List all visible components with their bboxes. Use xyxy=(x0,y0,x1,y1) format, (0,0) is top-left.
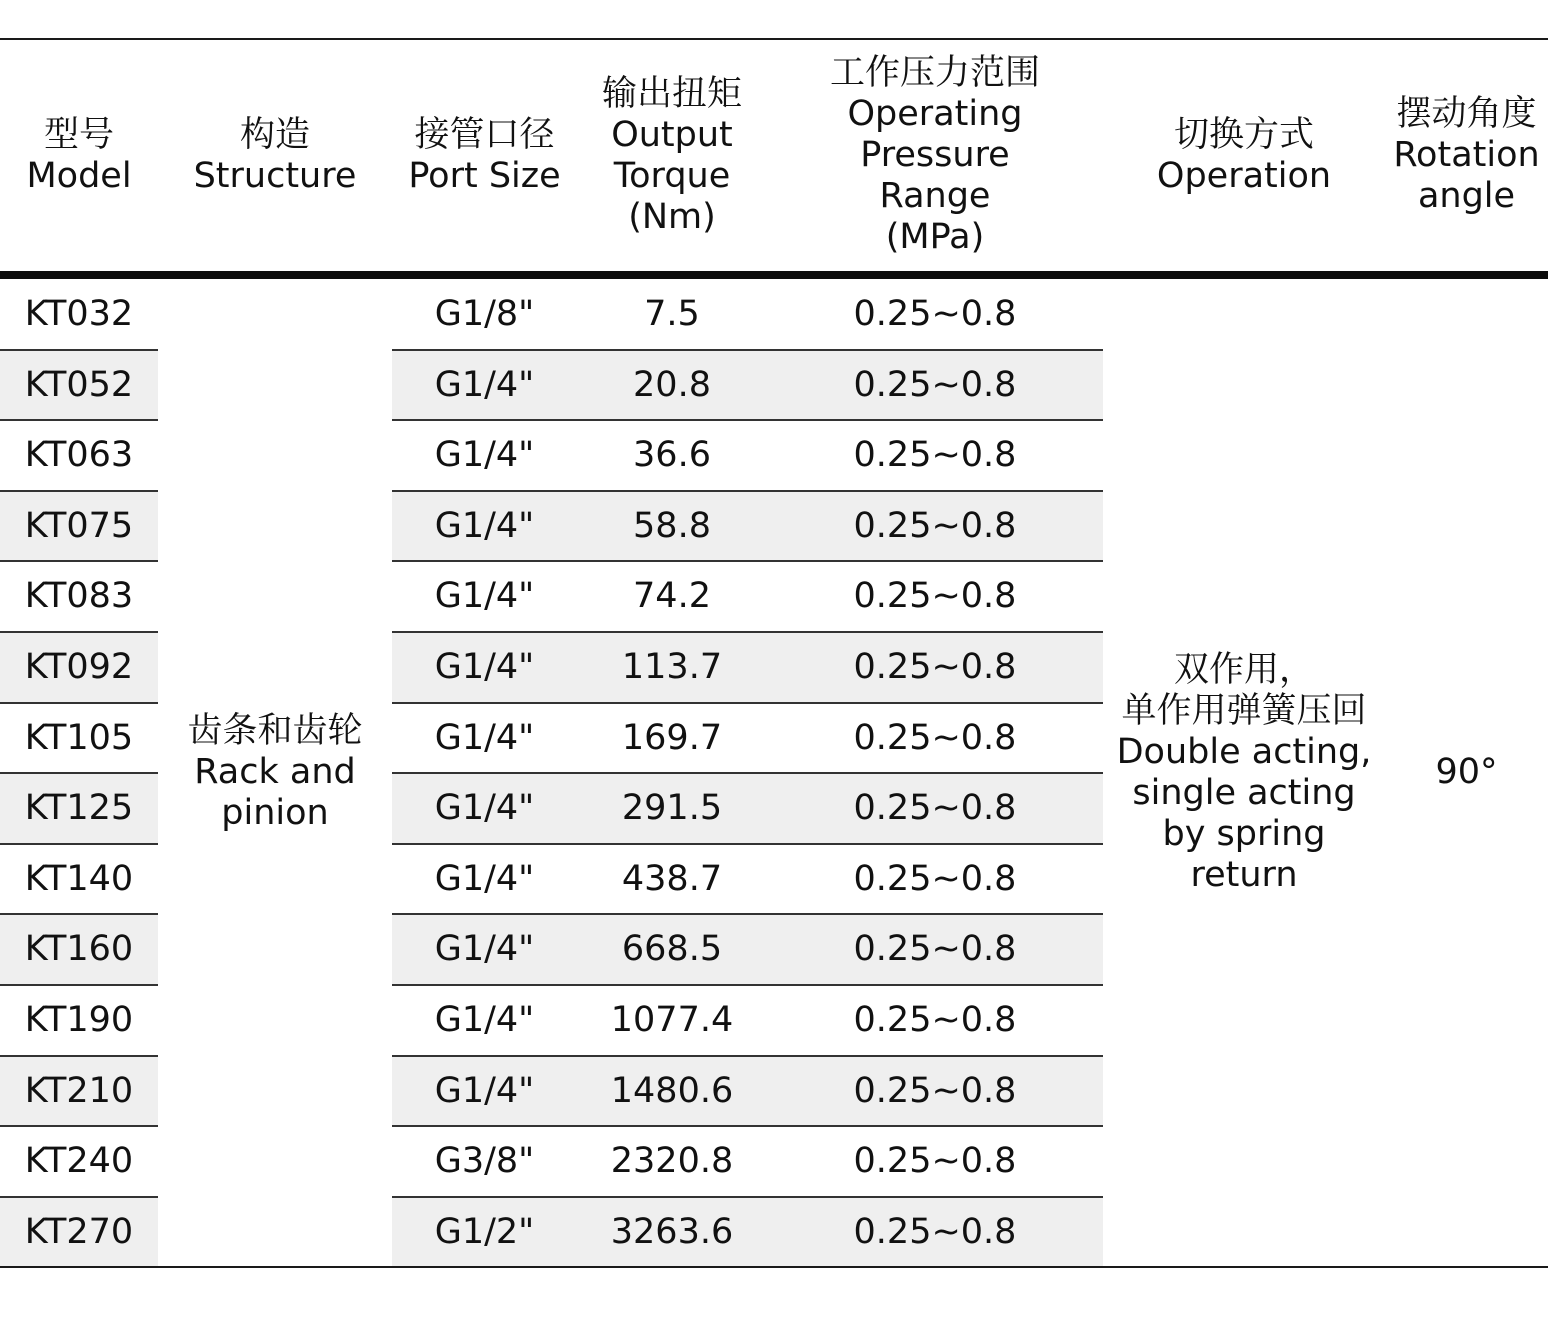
cell-pressure: 0.25~0.8 xyxy=(853,435,1017,475)
header-structure: 构造 Structure xyxy=(193,114,357,196)
cell-port: G1/8" xyxy=(434,294,535,334)
cell-torque: 58.8 xyxy=(633,506,711,546)
cell-port: G1/4" xyxy=(434,859,535,899)
cell-port: G1/4" xyxy=(434,929,535,969)
cell-model: KT190 xyxy=(24,1000,134,1040)
cell-model: KT075 xyxy=(24,506,134,546)
cell-torque: 668.5 xyxy=(621,929,723,969)
cell-torque: 1077.4 xyxy=(610,1000,734,1040)
rotation-merged-cell: 90° xyxy=(1435,752,1498,792)
cell-pressure: 0.25~0.8 xyxy=(853,929,1017,969)
cell-model: KT160 xyxy=(24,929,134,969)
cell-pressure: 0.25~0.8 xyxy=(853,1212,1017,1252)
header-operating-pressure: 工作压力范围 Operating Pressure Range (MPa) xyxy=(829,53,1040,257)
cell-torque: 74.2 xyxy=(633,576,711,616)
cell-torque: 1480.6 xyxy=(610,1071,734,1111)
cell-pressure: 0.25~0.8 xyxy=(853,859,1017,899)
cell-port: G1/4" xyxy=(434,435,535,475)
header-model: 型号 Model xyxy=(26,114,132,196)
cell-pressure: 0.25~0.8 xyxy=(853,294,1017,334)
cell-torque: 3263.6 xyxy=(610,1212,734,1252)
cell-torque: 291.5 xyxy=(621,788,723,828)
cell-pressure: 0.25~0.8 xyxy=(853,1000,1017,1040)
table-bottom-rule xyxy=(0,1266,1548,1268)
cell-model: KT092 xyxy=(24,647,134,687)
cell-port: G1/4" xyxy=(434,576,535,616)
cell-model: KT270 xyxy=(24,1212,134,1252)
cell-torque: 20.8 xyxy=(633,365,711,405)
cell-port: G1/4" xyxy=(434,788,535,828)
cell-torque: 438.7 xyxy=(621,859,723,899)
cell-pressure: 0.25~0.8 xyxy=(853,788,1017,828)
header-rotation-angle: 摆动角度 Rotation angle xyxy=(1393,94,1540,216)
cell-model: KT125 xyxy=(24,788,134,828)
structure-merged-cell: 齿条和齿轮 Rack and pinion xyxy=(187,711,363,833)
cell-port: G1/4" xyxy=(434,1000,535,1040)
cell-torque: 113.7 xyxy=(621,647,723,687)
cell-port: G1/4" xyxy=(434,718,535,758)
cell-pressure: 0.25~0.8 xyxy=(853,718,1017,758)
cell-pressure: 0.25~0.8 xyxy=(853,647,1017,687)
cell-torque: 2320.8 xyxy=(610,1141,734,1181)
cell-torque: 7.5 xyxy=(644,294,700,334)
cell-port: G1/4" xyxy=(434,1071,535,1111)
cell-model: KT063 xyxy=(24,435,134,475)
operation-merged-cell: 双作用， 单作用弹簧压回 Double acting, single acting by spring return xyxy=(1116,649,1372,895)
header-operation: 切换方式 Operation xyxy=(1156,114,1332,196)
header-port-size: 接管口径 Port Size xyxy=(408,114,561,196)
cell-model: KT240 xyxy=(24,1141,134,1181)
cell-model: KT140 xyxy=(24,859,134,899)
cell-pressure: 0.25~0.8 xyxy=(853,576,1017,616)
cell-pressure: 0.25~0.8 xyxy=(853,365,1017,405)
cell-model: KT032 xyxy=(24,294,134,334)
cell-model: KT105 xyxy=(24,718,134,758)
cell-pressure: 0.25~0.8 xyxy=(853,1071,1017,1111)
cell-port: G1/4" xyxy=(434,647,535,687)
cell-torque: 169.7 xyxy=(621,718,723,758)
cell-pressure: 0.25~0.8 xyxy=(853,506,1017,546)
cell-port: G1/2" xyxy=(434,1212,535,1252)
cell-port: G1/4" xyxy=(434,365,535,405)
cell-pressure: 0.25~0.8 xyxy=(853,1141,1017,1181)
cell-torque: 36.6 xyxy=(633,435,711,475)
cell-port: G3/8" xyxy=(434,1141,535,1181)
header-output-torque: 输出扭矩 Output Torque (Nm) xyxy=(601,73,742,237)
cell-model: KT210 xyxy=(24,1071,134,1111)
cell-model: KT052 xyxy=(24,365,134,405)
cell-port: G1/4" xyxy=(434,506,535,546)
header-divider xyxy=(0,271,1548,279)
cell-model: KT083 xyxy=(24,576,134,616)
